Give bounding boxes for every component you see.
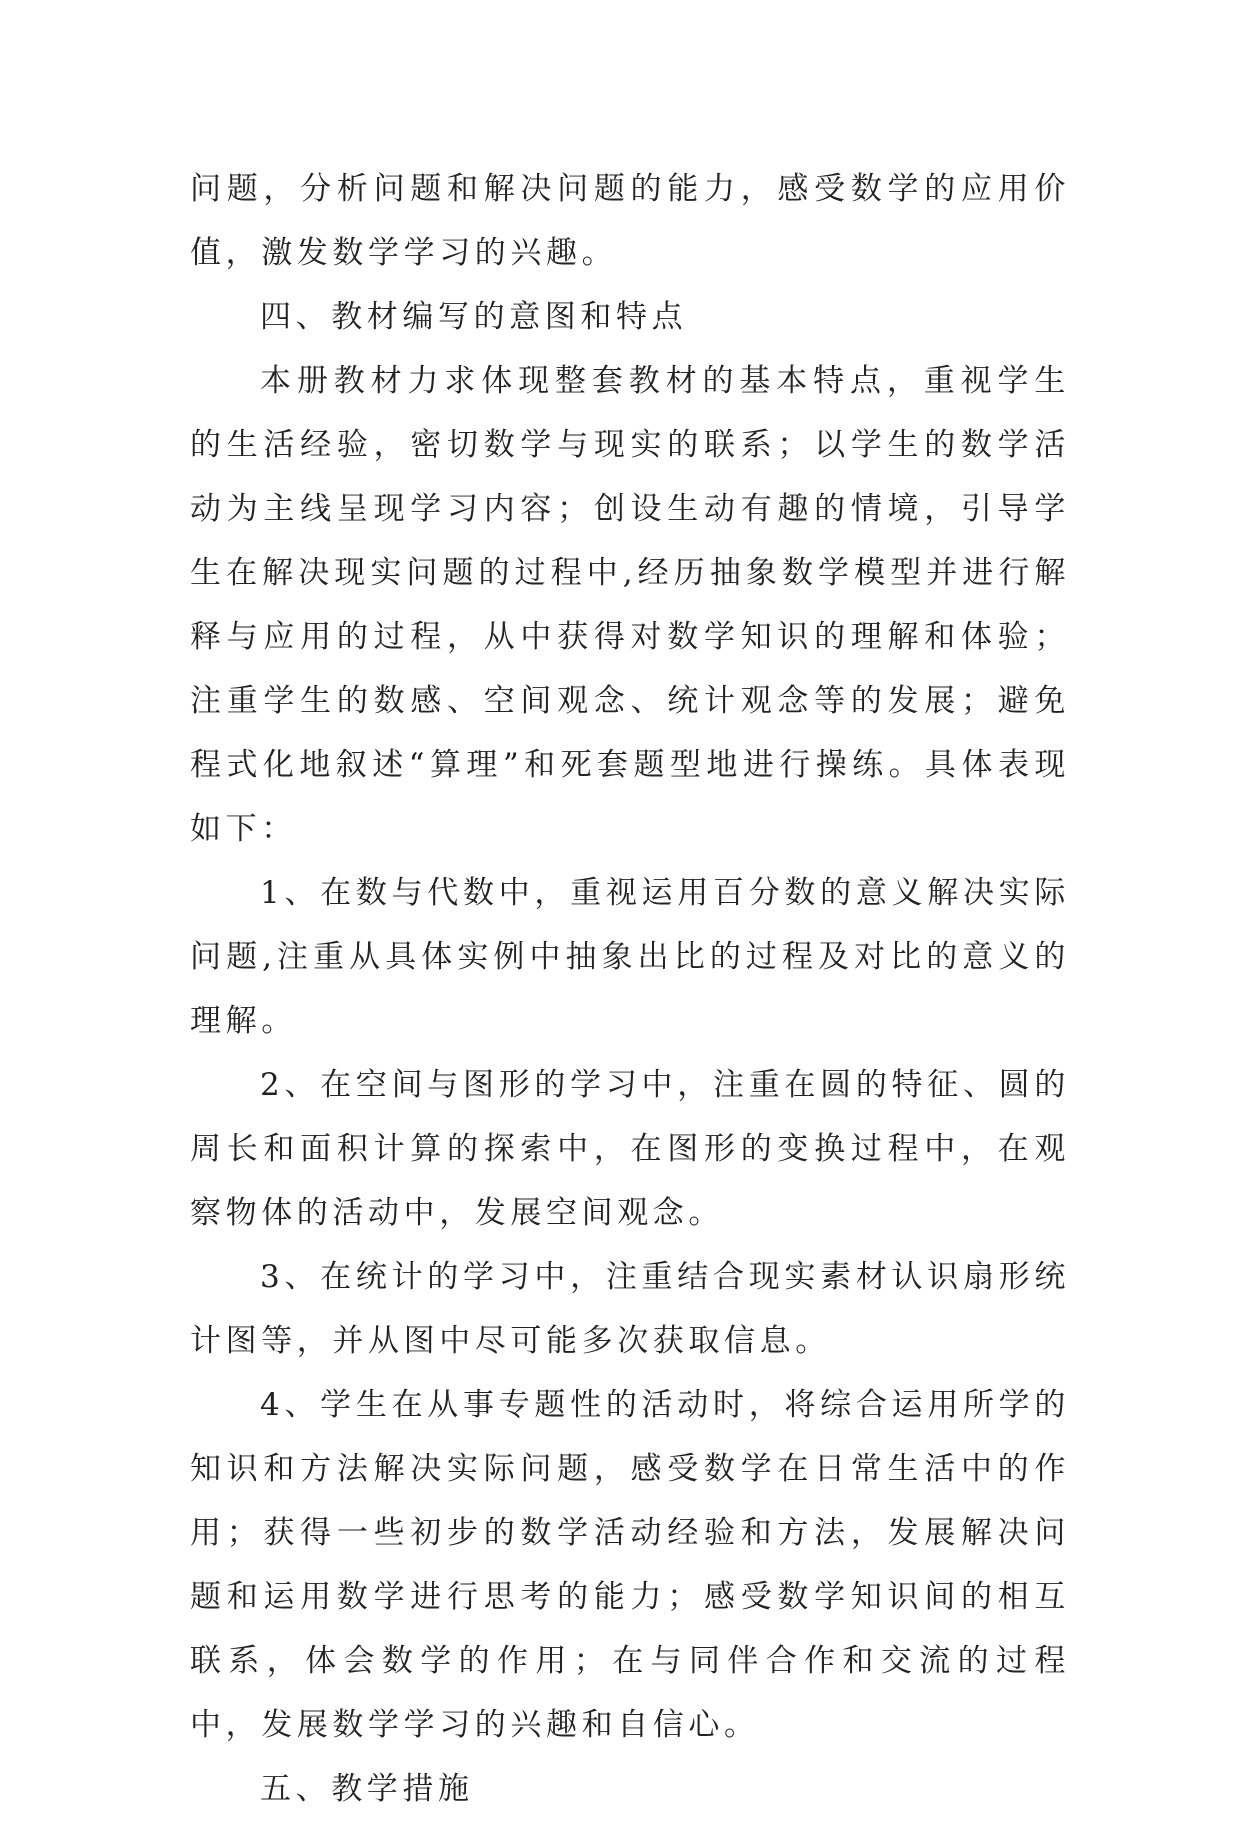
paragraph-item-1: 1、在数与代数中，重视运用百分数的意义解决实际问题,注重从具体实例中抽象出比的过程及对比的意义的理解。 (190, 875, 1070, 1039)
paragraph-item-4: 4、学生在从事专题性的活动时，将综合运用所学的知识和方法解决实际问题，感受数学在日常生活中的作用；获得一些初步的数学活动经验和方法，发展解决问题和运用数学进行思考的能力；感受数学知识间的相互联系，体会数学的作用；在与同伴合作和交流的过程中，发展数学学习的兴趣和自信心。 (190, 1387, 1070, 1743)
paragraph-item-3: 3、在统计的学习中，注重结合现实素材认识扇形统计图等，并从图中尽可能多次获取信息。 (190, 1259, 1070, 1359)
body-text (190, 157, 1070, 1821)
paragraph-continuation: 问题，分析问题和解决问题的能力，感受数学的应用价值，激发数学学习的兴趣。 (190, 171, 1070, 271)
paragraph-intro: 本册教材力求体现整套教材的基本特点，重视学生的生活经验，密切数学与现实的联系；以学生的数学活动为主线呈现学习内容；创设生动有趣的情境，引导学生在解决现实问题的过程中,经历抽象数学模型并进行解释与应用的过程，从中获得对数学知识的理解和体验；注重学生的数感、空间观念、统计观念等的发展；避免程式化地叙述“算理”和死套题型地进行操练。具体表现如下： (190, 363, 1070, 847)
section-heading-5: 五、教学措施 (260, 1771, 474, 1807)
section-heading-4: 四、教材编写的意图和特点 (260, 299, 688, 335)
paragraph-item-2: 2、在空间与图形的学习中，注重在圆的特征、圆的周长和面积计算的探索中，在图形的变换过程中，在观察物体的活动中，发展空间观念。 (190, 1067, 1070, 1231)
